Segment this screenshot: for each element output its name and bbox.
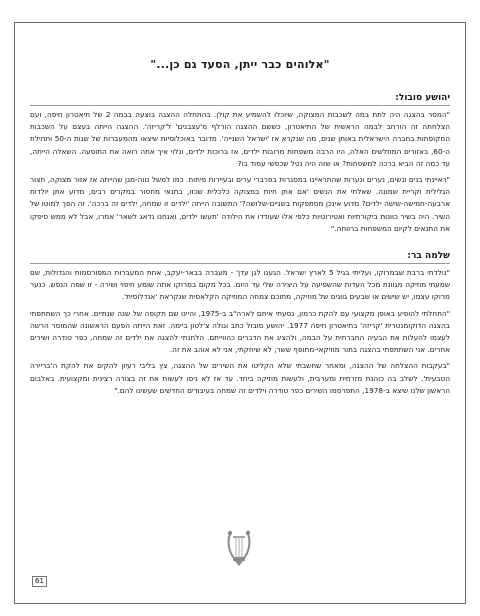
speaker-heading: שלמה בר: (30, 251, 450, 264)
paragraph: "התחלתי להופיע באופן מקצועי עם להקת כרמון, נסעתי איתם לארה"ב ב-1975, והיינו שם תקופה של שנה שנתיים. אחרי כך השתתפתי בהצגה הדוקומנטרית 'קריזה' בתיאטרון חיפה 1977. יהושע סובול כתב וגולה צ'לטון ביימה. זאת הייתה הפעם הראשונה שהמוסר הרשה לעצמו להעלות את הבעיה החברתית על הבמה, ולהציג את הדברים כהווייתם. הלחנתי להצגה את ילדים זה שמחה, כפר טודרה ושירים אחרים. אני השתתפתי בהצגה בתור מוזיקאי-מתופף ששר, לא שיחקתי, אני לא אוהב את זה. (30, 308, 450, 355)
speaker-heading: יהושע סובול: (30, 93, 450, 106)
page-number: 61 (32, 576, 47, 587)
lyre-emblem-icon (224, 528, 254, 568)
document-page (30, 52, 450, 401)
paragraph: "המסר בהצגה היה לתת במה לשכבות המצוקה, שיוכלו להשמיע את קולן. בהתחלה ההצגה בוצעה בבמה 2 של תיאטרון חיפה, ועם הצלחתה זה הורחב לבמה הראשית של התיאטרון, כששם ההצגה הורלף מ'עצבנים' ל'קריזה'. ההצגה הייתה בעצם על השכבות המקופחות בחברה הישראלית באותן שנים, מה שנקרא אז 'ישראל השנייה'. מדובר באוכלוסיות שיצאו מהמעברות של שנות ה-50 ותחילת ה-60, באזורים המוזלשים האלה, היו הרבה משפחות מרובות ילדים, אז ברוכות ילדים, ונלוי איך אתה רואה את התופעה. השאלה הייתה, עד כמה זה הביא ברכה למשפחות? או שזה היה נטל שכפשי עמוד בו? (30, 110, 450, 168)
section-bar (30, 251, 450, 397)
paragraph: "ראיינתי בנים ונשים, נערים ונערות שהתראיינו במסגרות בפרברי ערים ובעיירות פיתוח. כמו למשל נווה-מגן שהייתה אז אזור מצוקה, חצור הגלילית וקריית שמונה. שאלתי את הנשים 'אם אתן חיות במצוקה כלכלית שכזו, בתנאי מחסור במקרים רבים, מדוע אתן יולדות ארבעה-חמישה-שישה ילדים? מדוע אינכן מסתפקות בשניים-שלושה?' התשובה הייתה 'ילדים זו שמחה, ילדים זה ברכה'. זה הפך למוטו של השיר. היה בשיר כוונות ביקורתיות ואטירוטיות כלפי אלו שעודדו את הילודה 'תעשו ילדים, ואנחנו נדאג לשאר' אמרו, אבל לא ממש סיפקו את התנאים לקיום המשפחות ברווחה." (30, 175, 450, 233)
section-sobol (30, 93, 450, 235)
article-title: "אלוהים כבר ייתן, הסעד גם כן..." (150, 58, 330, 71)
paragraph: "נולדתי ברבת שבמרוקו, ועליתי בגיל 5 לארץ ישראל. הגענו לגן עדן' - מעברה בבאר-יעקב, אחת המעברות המפורסמות והגדולות, שם שמעתי מוזיקה מגוונת מכל העדות שהשפיעה על היצירה שלי עד היום. בכל מקום במרוקו אתה שומע חיפוי ושירה - זו שפה הנפש. כנער מרוקו עצמו, יש שישים או שבעים גוונים של מוזיקה, מתוכם צמחה המוזיקה הקלאסית שנקראת 'אנדלוסית'. (30, 268, 450, 302)
paragraph: "בעקבות ההצלחה של ההצגה, ומאחר שחשבתי שלא הקליטו את השירים של ההצגה, צץ בליבי רעיון להקים את להקת ה'בריירה הטבעית'. לשלב בה כוהנת מזרחית ומערבית, ולעשות מוזיקה ביחד. עד אז לא ניסו לעשות את זה בצורה רצינית ומקצועית. באלבום הראשון שלנו שיצא ב-1978, התפרסמו השירים כפר טודרה וילדים זה שמחה בעיבודים החדשים שעשינו להם." (30, 361, 450, 395)
